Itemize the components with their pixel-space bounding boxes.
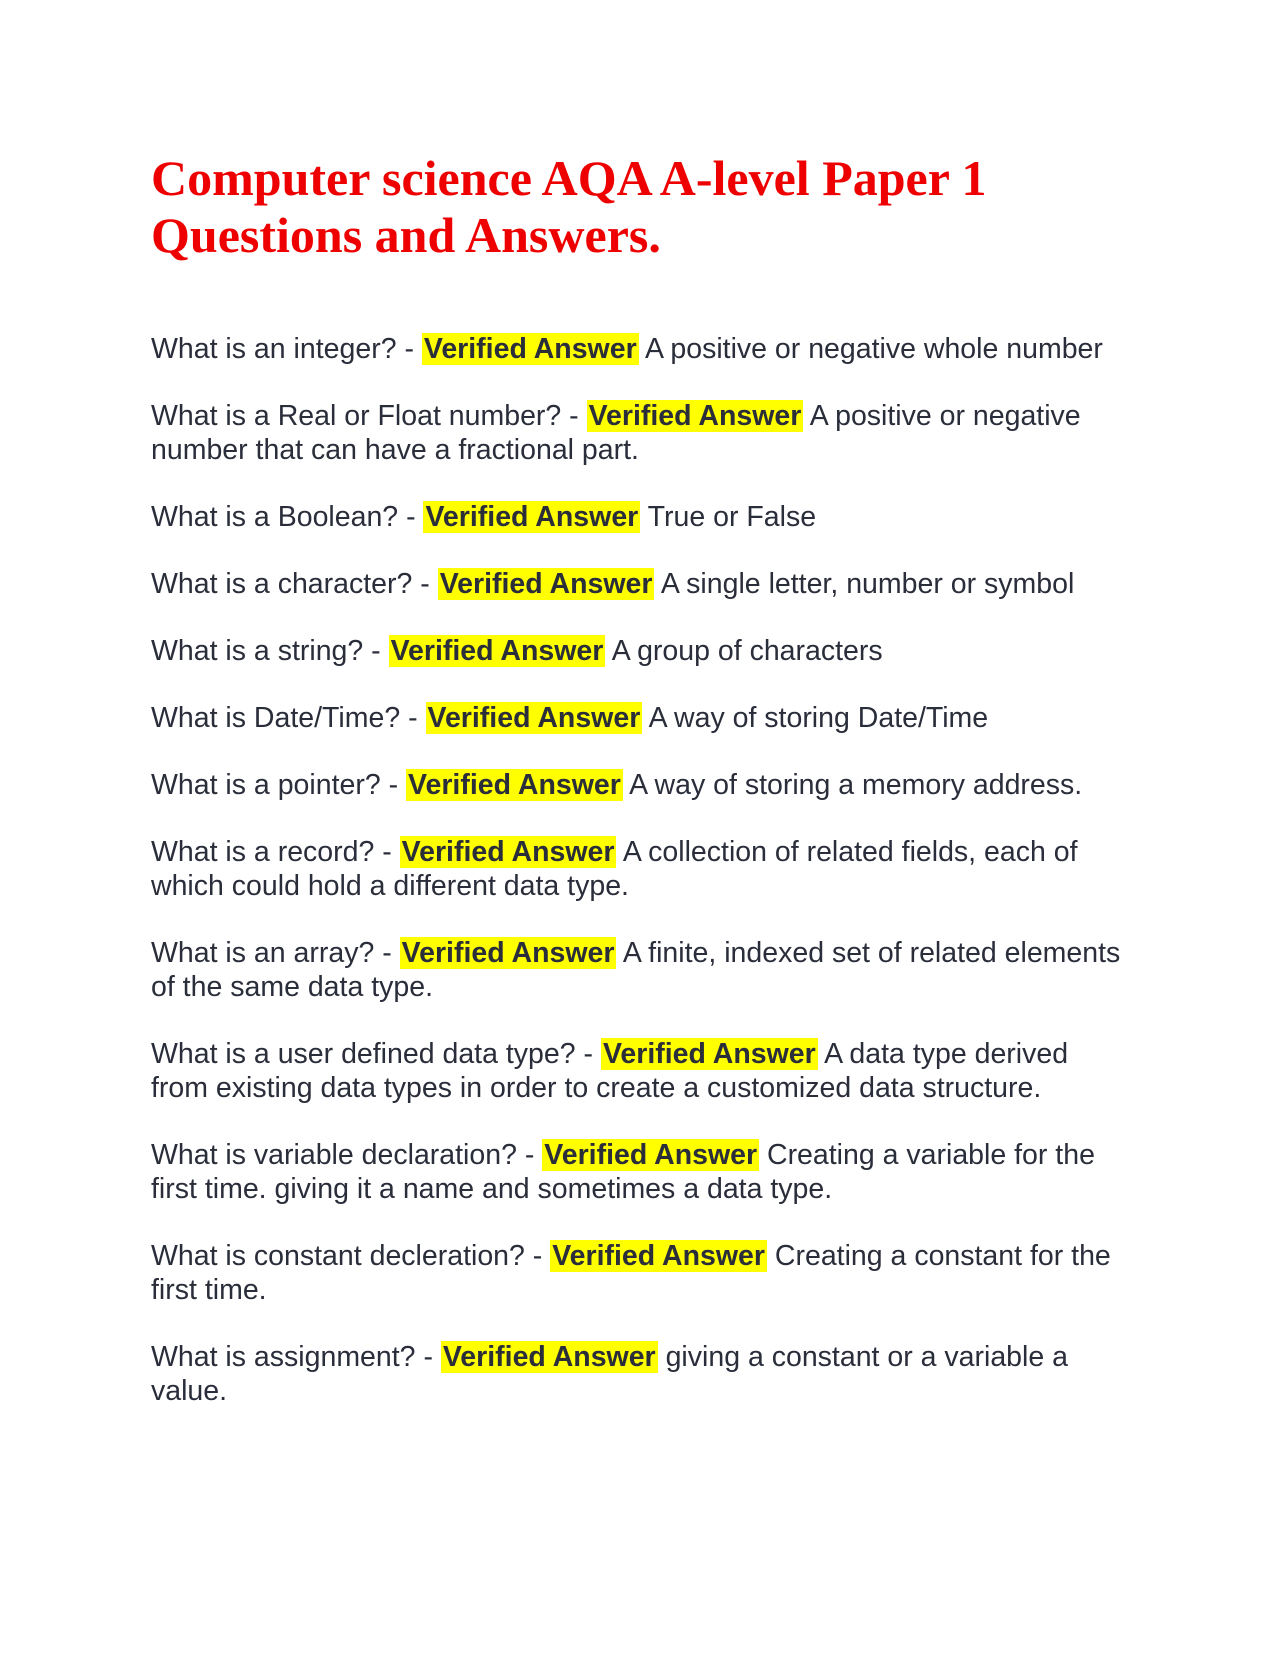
answer-text: A group of characters (611, 635, 883, 667)
verified-answer-badge: Verified Answer (401, 836, 615, 868)
verified-answer-badge: Verified Answer (439, 568, 653, 600)
question-text: What is an array? - (151, 937, 392, 969)
qa-item (151, 1037, 1131, 1105)
question-text: What is an integer? - (151, 333, 414, 365)
qa-item (151, 1239, 1131, 1307)
answer-text: A finite, indexed set of related elements of the same data type. (151, 937, 1121, 1003)
answer-text: A collection of related fields, each of which could hold a different data type. (151, 836, 1078, 902)
qa-item (151, 567, 1131, 601)
title-line-1: Computer science AQA A-level Paper 1 (151, 150, 987, 206)
qa-item (151, 936, 1131, 1004)
answer-text: A single letter, number or symbol (660, 568, 1075, 600)
answer-text: A positive or negative whole number (645, 333, 1103, 365)
question-text: What is a string? - (151, 635, 381, 667)
question-text: What is a record? - (151, 836, 392, 868)
answer-text: A positive or negative number that can have a fractional part. (151, 400, 1081, 466)
document-content (151, 150, 1131, 1441)
qa-item (151, 1138, 1131, 1206)
qa-item (151, 768, 1131, 802)
answer-text: True or False (647, 501, 817, 533)
verified-answer-badge: Verified Answer (408, 769, 621, 801)
qa-list (151, 332, 1131, 1408)
question-text: What is variable declaration? - (151, 1139, 535, 1171)
verified-answer-badge: Verified Answer (401, 937, 615, 969)
qa-item (151, 399, 1131, 467)
verified-answer-badge: Verified Answer (427, 702, 641, 734)
verified-answer-badge: Verified Answer (442, 1341, 656, 1373)
verified-answer-badge: Verified Answer (602, 1038, 816, 1070)
verified-answer-badge: Verified Answer (390, 635, 604, 667)
verified-answer-badge: Verified Answer (544, 1139, 758, 1171)
qa-item (151, 332, 1131, 366)
verified-answer-badge: Verified Answer (425, 501, 639, 533)
verified-answer-badge: Verified Answer (552, 1240, 765, 1272)
answer-text: Creating a variable for the first time. giving it a name and sometimes a data type. (151, 1139, 1095, 1205)
title-line-2: Questions and Answers. (151, 207, 661, 263)
answer-text: A way of storing a memory address. (629, 769, 1083, 801)
question-text: What is Date/Time? - (151, 702, 418, 734)
qa-item (151, 1340, 1131, 1408)
answer-text: A way of storing Date/Time (648, 702, 989, 734)
answer-text: giving a constant or a variable a value. (151, 1341, 1068, 1407)
question-text: What is a Boolean? - (151, 501, 416, 533)
answer-text: Creating a constant for the first time. (151, 1240, 1111, 1306)
qa-item (151, 500, 1131, 534)
question-text: What is a Real or Float number? - (151, 400, 579, 432)
question-text: What is constant decleration? - (151, 1240, 543, 1272)
question-text: What is a character? - (151, 568, 430, 600)
question-text: What is a pointer? - (151, 769, 399, 801)
qa-item (151, 701, 1131, 735)
question-text: What is a user defined data type? - (151, 1038, 594, 1070)
verified-answer-badge: Verified Answer (588, 400, 802, 432)
question-text: What is assignment? - (151, 1341, 433, 1373)
qa-item (151, 835, 1131, 903)
qa-item (151, 634, 1131, 668)
verified-answer-badge: Verified Answer (423, 333, 637, 365)
answer-text: A data type derived from existing data types in order to create a customized data structure. (151, 1038, 1069, 1104)
page-title (151, 150, 1131, 264)
